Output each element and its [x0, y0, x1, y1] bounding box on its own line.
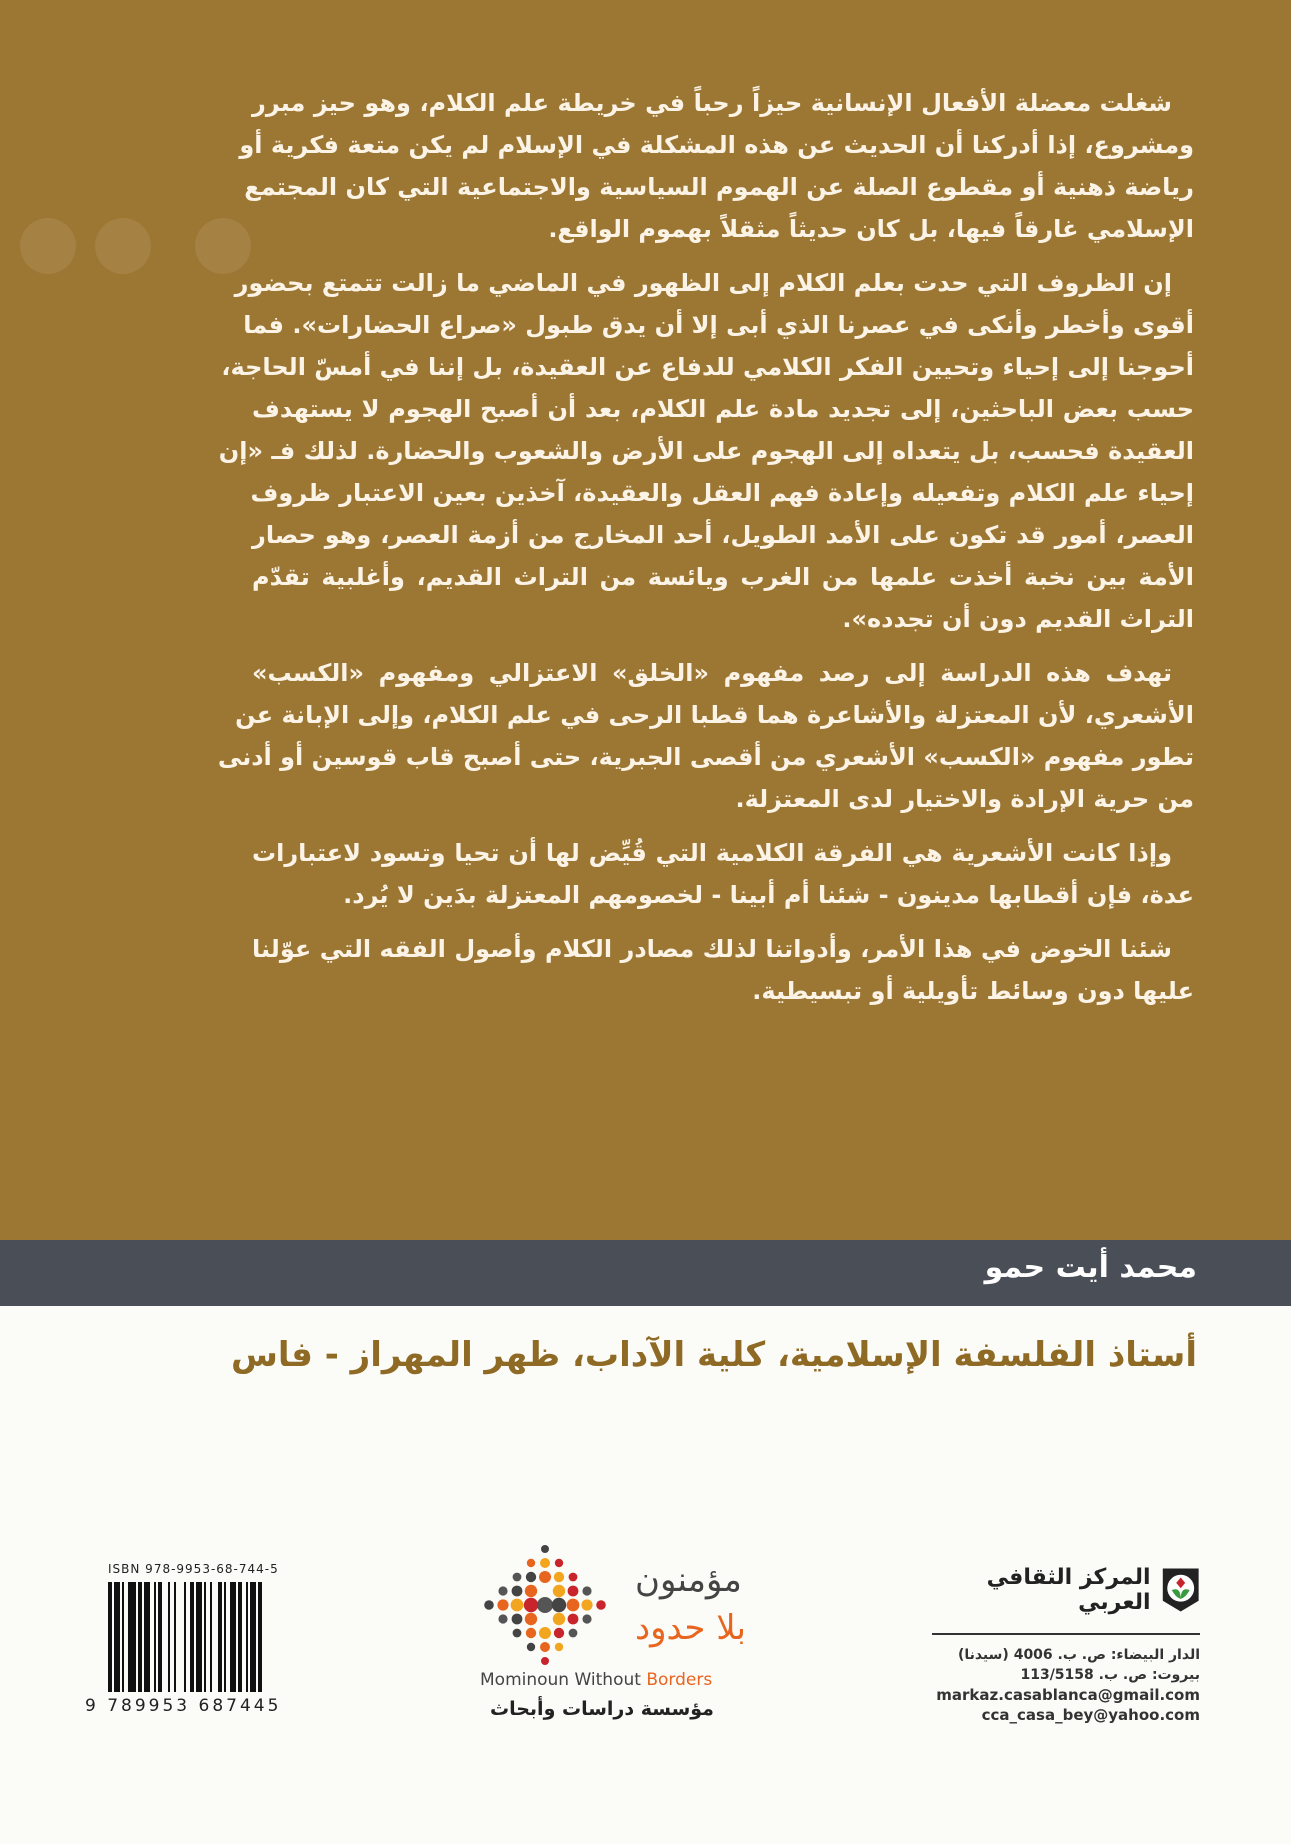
barcode-bar — [174, 1582, 176, 1692]
logo-dot — [555, 1643, 563, 1651]
logo-dot — [525, 1585, 537, 1597]
logo-dot — [582, 1614, 591, 1623]
logo-dot — [527, 1643, 535, 1651]
text-line: العصر، أمور قد تكون على الأمد الطويل، أحد المخارج من أزمة العصر، وهو حصار — [252, 521, 1194, 549]
barcode-bar — [154, 1582, 156, 1692]
paragraph — [217, 652, 1194, 820]
blurb-text — [217, 82, 1194, 1024]
logo-dot — [540, 1558, 550, 1568]
logo-dot — [539, 1571, 551, 1583]
barcode-bar — [210, 1582, 212, 1692]
barcode-bar — [168, 1582, 170, 1692]
logo-dot — [498, 1586, 507, 1595]
logo-dot — [512, 1614, 523, 1625]
publisher-name: المركز الثقافي العربي — [986, 1565, 1151, 1615]
author-affiliation: أستاذ الفلسفة الإسلامية، كلية الآداب، ظهر المهراز - فاس — [230, 1335, 1197, 1375]
barcode-bar — [204, 1582, 206, 1692]
text-line: تهدف هذه الدراسة إلى رصد مفهوم «الخلق» الاعتزالي ومفهوم «الكسب» — [252, 659, 1172, 687]
circle-decoration — [20, 218, 76, 274]
logo-dot — [555, 1559, 563, 1567]
logo-dot — [525, 1613, 537, 1625]
barcode-bar — [246, 1582, 248, 1692]
barcode-bar — [138, 1582, 142, 1692]
barcode-bar — [128, 1582, 136, 1692]
logo-dot — [498, 1614, 507, 1623]
paragraph — [239, 82, 1194, 250]
barcode-bar — [184, 1582, 186, 1692]
publisher-logo-icon — [1161, 1564, 1200, 1616]
text-line: ومشروع، إذا أدركنا أن الحديث عن هذه المشكلة في الإسلام لم يكن متعة فكرية أو — [239, 131, 1194, 159]
logo-dot — [539, 1627, 551, 1639]
mominoun-name-ar: مؤمنون — [635, 1560, 742, 1600]
logo-dot — [513, 1573, 522, 1582]
barcode — [108, 1582, 298, 1692]
logo-dot — [484, 1600, 494, 1610]
text-line: تطور مفهوم «الكسب» الأشعري من أقصى الجبرية، حتى أصبح قاب قوسين أو أدنى — [217, 743, 1194, 771]
mominoun-name-ar-2: بلا حدود — [635, 1608, 746, 1648]
paragraph — [252, 928, 1194, 1012]
logo-dot — [526, 1628, 536, 1638]
address-line: الدار البيضاء: ص. ب. 4006 (سيدنا) — [957, 1647, 1200, 1663]
mominoun-name-en — [480, 1670, 712, 1690]
logo-dot — [553, 1585, 565, 1597]
barcode-bar — [122, 1582, 124, 1692]
paragraph — [252, 832, 1194, 916]
name-en-part: Without — [574, 1670, 647, 1690]
barcode-bar — [144, 1582, 150, 1692]
text-line: رياضة ذهنية أو مقطوع الصلة عن الهموم السياسية والاجتماعية التي كان المجتمع — [244, 173, 1194, 201]
text-line: أقوى وأخطر وأنكى في عصرنا الذي أبى إلا أن يدق طبول «صراع الحضارات». فما — [243, 311, 1194, 339]
dots-pattern-icon — [480, 1540, 610, 1670]
text-line: العقيدة فحسب، بل يتعداه إلى الهجوم على الأرض والشعوب والحضارة. لذلك فـ «إن — [218, 437, 1194, 465]
barcode-bar — [158, 1582, 162, 1692]
logo-dot — [513, 1629, 522, 1638]
author-name: محمد أيت حمو — [984, 1250, 1197, 1285]
name-en-part: Mominoun — [480, 1670, 575, 1690]
text-line: شغلت معضلة الأفعال الإنسانية حيزاً رحباً في خريطة علم الكلام، وهو حيز مبرر — [252, 89, 1172, 117]
barcode-bar — [230, 1582, 236, 1692]
logo-dot — [497, 1599, 508, 1610]
logo-dot — [569, 1629, 578, 1638]
logo-dot — [567, 1599, 580, 1612]
logo-dot — [553, 1613, 565, 1625]
logo-dot — [581, 1599, 592, 1610]
text-line: عليها دون وسائط تأويلية أو تبسيطية. — [752, 977, 1194, 1005]
text-line: حسب بعض الباحثين، إلى تجديد مادة علم الكلام، بعد أن أصبح الهجوم لا يستهدف — [252, 395, 1194, 423]
paragraph — [218, 262, 1194, 640]
email: cca_casa_bey@yahoo.com — [981, 1706, 1200, 1724]
mominoun-subtitle: مؤسسة دراسات وأبحاث — [490, 1698, 714, 1720]
text-line: التراث القديم دون أن تجدده». — [842, 605, 1194, 633]
logo-dot — [526, 1572, 536, 1582]
logo-dot — [596, 1600, 606, 1610]
isbn-text: ISBN 978-9953-68-744-5 — [108, 1562, 279, 1576]
text-line: الأمة بين نخبة أخذت علمها من الغرب ويائسة من التراث القديم، وأغلبية تقدّم — [252, 563, 1194, 591]
text-line: أحوجنا إلى إحياء وتحيين الفكر الكلامي للدفاع عن العقيدة، بل إننا في أمسّ الحاجة، — [221, 353, 1194, 381]
logo-dot — [568, 1586, 579, 1597]
barcode-bar — [196, 1582, 202, 1692]
barcode-bar — [190, 1582, 194, 1692]
barcode-bar — [258, 1582, 262, 1692]
logo-dot — [540, 1642, 550, 1652]
logo-dot — [537, 1597, 553, 1613]
logo-dot — [541, 1545, 549, 1553]
publisher-block — [932, 1555, 1200, 1725]
text-line: الإسلامي غارقاً فيها، بل كان حديثاً مثقلاً بهموم الواقع. — [548, 215, 1194, 243]
logo-dot — [524, 1598, 538, 1612]
text-line: من حرية الإرادة والاختيار لدى المعتزلة. — [735, 785, 1194, 813]
barcode-bar — [224, 1582, 226, 1692]
logo-dot — [512, 1586, 523, 1597]
logo-dot — [527, 1559, 535, 1567]
logo-dot — [541, 1657, 549, 1665]
text-line: شئنا الخوض في هذا الأمر، وأدواتنا لذلك مصادر الكلام وأصول الفقه التي عوّلنا — [252, 935, 1172, 963]
logo-dot — [568, 1614, 579, 1625]
text-line: الأشعري، لأن المعتزلة والأشاعرة هما قطبا الرحى في علم الكلام، وإلى الإبانة عن — [235, 701, 1194, 729]
name-en-part: Borders — [646, 1670, 713, 1690]
address-line: بيروت: ص. ب. 113/5158 — [1020, 1667, 1200, 1683]
text-line: إن الظروف التي حدت بعلم الكلام إلى الظهور في الماضي ما زالت تتمتع بحضور — [234, 269, 1172, 297]
barcode-bar — [114, 1582, 120, 1692]
barcode-bar — [218, 1582, 222, 1692]
barcode-bar — [250, 1582, 256, 1692]
barcode-bar — [108, 1582, 112, 1692]
text-line: عدة، فإن أقطابها مدينون - شئنا أم أبينا - لخصومهم المعتزلة بدَين لا يُرد. — [343, 881, 1194, 909]
email: markaz.casablanca@gmail.com — [936, 1686, 1200, 1704]
logo-dot — [511, 1599, 524, 1612]
logo-dot — [569, 1573, 578, 1582]
logo-dot — [582, 1586, 591, 1595]
text-line: وإذا كانت الأشعرية هي الفرقة الكلامية التي قُيِّض لها أن تحيا وتسود لاعتبارات — [252, 839, 1172, 867]
barcode-bar — [238, 1582, 242, 1692]
logo-dot — [552, 1598, 566, 1612]
circle-decoration — [95, 218, 151, 274]
text-line: إحياء علم الكلام وتفعيله وإعادة فهم العقل والعقيدة، آخذين بعين الاعتبار ظروف — [250, 479, 1194, 507]
logo-dot — [554, 1572, 564, 1582]
logo-dot — [554, 1628, 564, 1638]
mominoun-logo — [470, 1540, 770, 1740]
barcode-digits: 9 789953 687445 — [85, 1696, 282, 1716]
